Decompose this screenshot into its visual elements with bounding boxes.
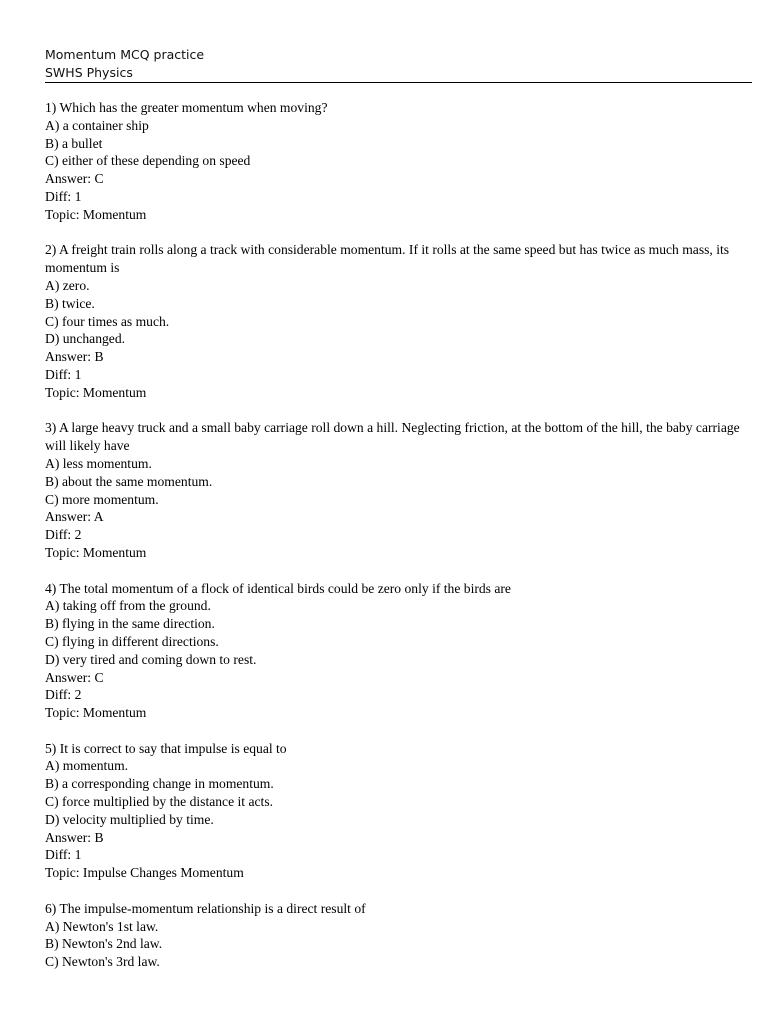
option-a: A) momentum. xyxy=(45,758,129,774)
question-stem: 6) The impulse-momentum relationship is a direct result of xyxy=(45,900,366,916)
option-d: D) very tired and coming down to rest. xyxy=(45,651,257,667)
option-b: B) Newton's 2nd law. xyxy=(45,936,163,952)
option-a: A) Newton's 1st law. xyxy=(45,918,159,934)
option-b: B) flying in the same direction. xyxy=(45,616,215,632)
option-c: C) flying in different directions. xyxy=(45,633,219,649)
topic-line: Topic: Momentum xyxy=(45,206,147,222)
option-a: A) less momentum. xyxy=(45,455,152,471)
document-page xyxy=(45,46,753,989)
option-b: B) about the same momentum. xyxy=(45,473,213,489)
option-d: D) unchanged. xyxy=(45,331,126,347)
question-5 xyxy=(45,740,753,882)
option-d: D) velocity multiplied by time. xyxy=(45,811,214,827)
difficulty-line: Diff: 2 xyxy=(45,687,82,703)
question-1 xyxy=(45,99,753,224)
answer-line: Answer: C xyxy=(45,669,104,685)
option-a: A) zero. xyxy=(45,277,90,293)
question-6 xyxy=(45,900,753,971)
option-b: B) a bullet xyxy=(45,135,103,151)
option-b: B) a corresponding change in momentum. xyxy=(45,776,274,792)
question-stem: 3) A large heavy truck and a small baby carriage roll down a hill. Neglecting friction, at the bottom of the hill, the baby carriage will likely have xyxy=(45,420,740,454)
difficulty-line: Diff: 1 xyxy=(45,847,82,863)
option-c: C) either of these depending on speed xyxy=(45,153,251,169)
question-stem: 5) It is correct to say that impulse is equal to xyxy=(45,740,287,756)
answer-line: Answer: C xyxy=(45,171,104,187)
question-3 xyxy=(45,419,753,561)
option-c: C) force multiplied by the distance it acts. xyxy=(45,794,274,810)
topic-line: Topic: Momentum xyxy=(45,384,147,400)
topic-line: Topic: Momentum xyxy=(45,544,147,560)
question-list xyxy=(45,99,753,971)
option-a: A) taking off from the ground. xyxy=(45,598,211,614)
difficulty-line: Diff: 1 xyxy=(45,366,82,382)
option-c: C) more momentum. xyxy=(45,491,159,507)
option-a: A) a container ship xyxy=(45,117,149,133)
document-subtitle: SWHS Physics xyxy=(45,64,133,80)
topic-line: Topic: Momentum xyxy=(45,705,147,721)
difficulty-line: Diff: 1 xyxy=(45,188,82,204)
question-4 xyxy=(45,580,753,722)
option-c: C) four times as much. xyxy=(45,313,170,329)
topic-line: Topic: Impulse Changes Momentum xyxy=(45,865,244,881)
option-b: B) twice. xyxy=(45,295,95,311)
question-2 xyxy=(45,241,753,401)
answer-line: Answer: B xyxy=(45,829,104,845)
difficulty-line: Diff: 2 xyxy=(45,527,82,543)
document-header xyxy=(45,46,752,83)
document-title: Momentum MCQ practice xyxy=(45,47,205,62)
question-stem: 1) Which has the greater momentum when moving? xyxy=(45,100,328,115)
option-c: C) Newton's 3rd law. xyxy=(45,954,160,970)
question-stem: 4) The total momentum of a flock of identical birds could be zero only if the birds are xyxy=(45,580,511,596)
answer-line: Answer: A xyxy=(45,509,104,525)
answer-line: Answer: B xyxy=(45,349,104,365)
question-stem: 2) A freight train rolls along a track with considerable momentum. If it rolls at the same speed but has twice as much mass, its momentum is xyxy=(45,242,730,276)
